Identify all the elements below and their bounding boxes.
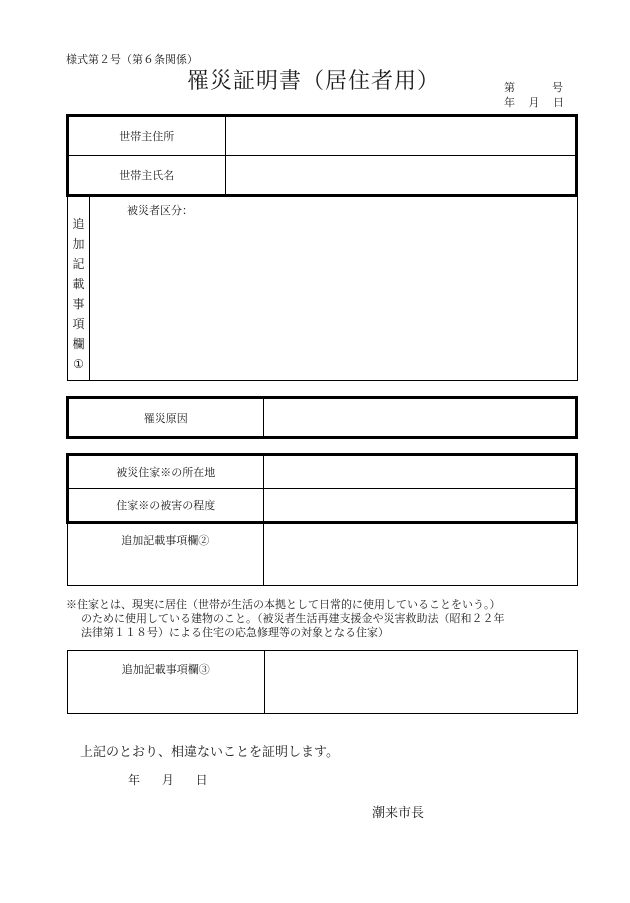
household-address-label: 世帯主住所 <box>69 117 225 156</box>
damage-location-field[interactable] <box>263 456 575 489</box>
cause-field[interactable] <box>263 399 575 436</box>
additional-entry-2 <box>67 522 578 586</box>
household-name-label: 世帯主氏名 <box>69 156 225 195</box>
form-number: 様式第２号（第６条関係） <box>66 53 198 66</box>
number-suffix: 号 <box>552 81 563 94</box>
mayor-signature: 潮来市長 <box>372 806 425 821</box>
victim-category-label: 被災者区分： <box>127 204 193 217</box>
additional-entry-1-vertical-label: 追 加 記 載 事 項 欄 ① <box>68 196 90 380</box>
cause-label: 罹災原因 <box>69 399 263 436</box>
additional-entry-2-field[interactable] <box>263 522 577 585</box>
additional-entry-3-field[interactable] <box>264 651 577 713</box>
additional-entry-2-label: 追加記載事項欄② <box>68 522 263 585</box>
certification-date: 年 月 日 <box>128 773 208 787</box>
damage-degree-field[interactable] <box>263 489 575 522</box>
additional-entry-3-label: 追加記載事項欄③ <box>68 651 264 713</box>
additional-entry-1[interactable] <box>67 196 578 381</box>
issue-date: 年 月 日 <box>504 96 564 109</box>
residence-note: ※住家とは、現実に居住（世帯が生活の本拠として日常的に使用していることをいう。） のために使用している建物のこと。（被災者生活再建支援金や災害救助法（昭和２２年 法律第１１８号）による住宅の応急修理等の対象となる住家） <box>66 598 505 639</box>
additional-entry-3 <box>67 650 578 714</box>
damage-location-label: 被災住家※の所在地 <box>69 456 263 489</box>
damage-degree-label: 住家※の被害の程度 <box>69 489 263 522</box>
household-section <box>66 114 578 197</box>
cause-section <box>66 396 578 439</box>
household-name-field[interactable] <box>225 156 575 195</box>
certification-statement: 上記のとおり、相違ないことを証明します。 <box>80 745 339 760</box>
page-title: 罹災証明書（居住者用） <box>187 69 441 94</box>
damage-section <box>66 453 578 524</box>
number-prefix: 第 <box>504 81 515 94</box>
household-address-field[interactable] <box>225 117 575 156</box>
